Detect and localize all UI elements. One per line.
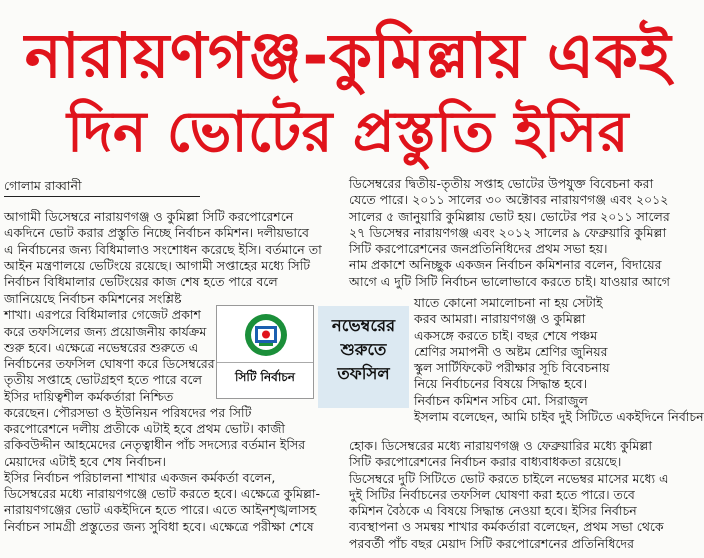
text-line: পরবর্তী পাঁচ বছর মেয়াদ সিটি করপোরেশনের প্রতিনিধিদের xyxy=(349,535,634,551)
logo-caption: সিটি নির্বাচন xyxy=(217,362,313,391)
headline-line-1: নারায়ণগঞ্জ-কুমিল্লায় একই xyxy=(24,19,672,92)
text-line: ডিসেম্বরের মধ্যে নারায়ণগঞ্জে ভোট করতে হবে। এক্ষেত্রে কুমিল্লা- xyxy=(4,486,321,502)
byline: গোলাম রাব্বানী xyxy=(4,178,200,197)
text-line: ডিসেম্বরে দুটি সিটিতে ভোট করতে চাইলে নভেম্বর মাসের মধ্যে এ xyxy=(349,470,669,486)
article-column-2-top xyxy=(349,176,692,290)
text-line: করে তফসিলের জন্য প্রয়োজনীয় কার্যক্রম xyxy=(4,323,207,339)
pull-quote-line-2: শুরুতে xyxy=(340,340,387,359)
text-line: এ নির্বাচনের জন্য বিধিমালাও সংশোধন করেছে ইসি। বর্তমানে তা xyxy=(4,241,322,257)
article-column-1-middle xyxy=(4,291,252,421)
text-line: জানিয়েছে নির্বাচন কমিশনের সংশ্লিষ্ট xyxy=(4,291,182,306)
text-line: কমিশন বৈঠকে এ বিষয়ে সিদ্ধান্ত নেওয়া হবে। ইসির নির্বাচন xyxy=(349,503,637,519)
text-line: সিটি করপোরেশনের জনপ্রতিনিধিদের প্রথম সভা হয়। xyxy=(349,241,608,257)
election-commission-logo xyxy=(216,305,314,399)
pull-quote-line-3: তফসিল xyxy=(337,364,390,383)
text-line: স্কুল সার্টিফিকেট পরীক্ষার সূচি বিবেচনায় xyxy=(414,360,610,376)
text-line: করব আমরা। নারায়ণগঞ্জ ও কুমিল্লা xyxy=(414,311,586,327)
text-line: নারায়ণগঞ্জের ভোট একইদিনে হতে পারে। এতে আইনশৃঙ্খলাসহ xyxy=(4,502,317,518)
text-line: হোক। ডিসেম্বরের মধ্যে নারায়ণগঞ্জ ও ফেব্রুয়ারির মধ্যে কুমিল্লা xyxy=(349,438,652,453)
text-line: দুই সিটির নির্বাচনের তফসিল ঘোষণা করা হতে পারে। তবে xyxy=(349,486,635,502)
text-line: একদিনে ভোট করার প্রস্তুতি নিচ্ছে নির্বাচন কমিশন। দলীয়ভাবে xyxy=(4,225,309,241)
text-line: করপোরেশনে দলীয় প্রতীকে এটাই হবে প্রথম ভোট। কাজী xyxy=(4,421,286,436)
text-line: আইন মন্ত্রণালয়ে ভেটিংয়ে রয়েছে। আগামী সপ্তাহের মধ্যে সিটি xyxy=(4,257,311,273)
text-line: শাখা। এরপরে বিধিমালার গেজেট প্রকাশ xyxy=(4,307,201,323)
text-line: করেছেন। পৌরসভা ও ইউনিয়ন পরিষদের পর সিটি xyxy=(4,405,252,421)
article-column-1-top xyxy=(4,209,334,290)
headline-line-2: দিন ভোটের প্রস্তুতি ইসির xyxy=(67,100,629,165)
text-line: রকিবউদ্দীন আহমেদের নেতৃত্বাধীন পাঁচ সদস্যের বর্তমান ইসির xyxy=(4,437,306,453)
pull-quote xyxy=(318,306,409,408)
text-line: ব্যবস্থাপনা ও সমন্বয় শাখার কর্মকর্তারা বলেছেন, প্রথম সভা থেকে xyxy=(349,519,664,535)
text-line: ইসির নির্বাচন পরিচালনা শাখার একজন কর্মকর্তা বলেন, xyxy=(4,469,276,485)
text-line: তৃতীয় সপ্তাহে ভোটগ্রহণ হতে পারে বলে xyxy=(4,372,202,388)
text-line: নির্বাচন কমিশন সচিব মো. সিরাজুল xyxy=(414,392,588,408)
text-line: সালের ৫ জানুয়ারি কুমিল্লায় ভোট হয়। ভোটের পর ২০১১ সালের xyxy=(349,208,670,224)
text-line: আগামী ডিসেম্বরে নারায়ণগঞ্জ ও কুমিল্লা সিটি করপোরেশনে xyxy=(4,209,294,224)
text-line: সিটি করপোরেশনের নির্বাচন করার বাধ্যবাধকতা রয়েছে। xyxy=(349,454,622,470)
text-line: শ্রেণির সমাপনী ও অষ্টম শ্রেণির জুনিয়র xyxy=(414,343,608,359)
text-line: নাম প্রকাশে অনিচ্ছুক একজন নির্বাচন কমিশনার বলেন, বিদায়ের xyxy=(349,257,662,273)
text-line: নির্বাচন বিধিমালার ভেটিংয়ের কাজ শেষ হতে পারে বলে xyxy=(4,274,278,290)
text-line: নিয়ে নির্বাচনের বিষয়ে সিদ্ধান্ত হবে। xyxy=(414,376,588,392)
text-line: নির্বাচন সামগ্রী প্রস্তুতের জন্য সুবিধা হবে। এক্ষেত্রে পরীক্ষা শেষে xyxy=(4,518,314,534)
text-line: মেয়াদের এটাই হবে শেষ নির্বাচন। xyxy=(4,453,167,469)
text-line: আগে এ দুটি সিটি নির্বাচন ভালোভাবে করতে চাই। যাওয়ার আগে xyxy=(349,273,670,289)
text-line: যাতে কোনো সমালোচনা না হয় সেটাই xyxy=(414,295,603,310)
article-column-2-middle xyxy=(414,295,704,425)
text-line: একসঙ্গে করতে চাই। বছর শেষে পঞ্চম xyxy=(414,327,598,343)
text-line: যেতে পারে। ২০১১ সালের ৩০ অক্টোবর নারায়ণগঞ্জ এবং ২০১২ xyxy=(349,192,669,208)
text-line: শুরু হবে। এক্ষেত্রে নভেম্বরের শুরুতে এ xyxy=(4,339,199,355)
election-commission-emblem-icon xyxy=(243,312,289,358)
text-line: নির্বাচনের তফসিল ঘোষণা করে ডিসেম্বরের xyxy=(4,356,215,372)
text-line: ২৭ ডিসেম্বর নারায়ণগঞ্জ এবং ২০১২ সালের ৯ ফেব্রুয়ারি কুমিল্লা xyxy=(349,224,667,240)
text-line: ইসির দায়িত্বশীল কর্মকর্তারা নিশ্চিত xyxy=(4,388,174,404)
text-line: ডিসেম্বরের দ্বিতীয়-তৃতীয় সপ্তাহ ভোটের উপযুক্ত বিবেচনা করা xyxy=(349,176,654,191)
text-line: ইসলাম বলেছেন, আমি চাইব দুই সিটিতে একইদিনে নির্বাচন xyxy=(414,409,704,425)
article-column-2-bottom xyxy=(349,438,692,552)
article-column-1-bottom xyxy=(4,421,334,535)
pull-quote-line-1: নভেম্বরের xyxy=(331,316,396,335)
